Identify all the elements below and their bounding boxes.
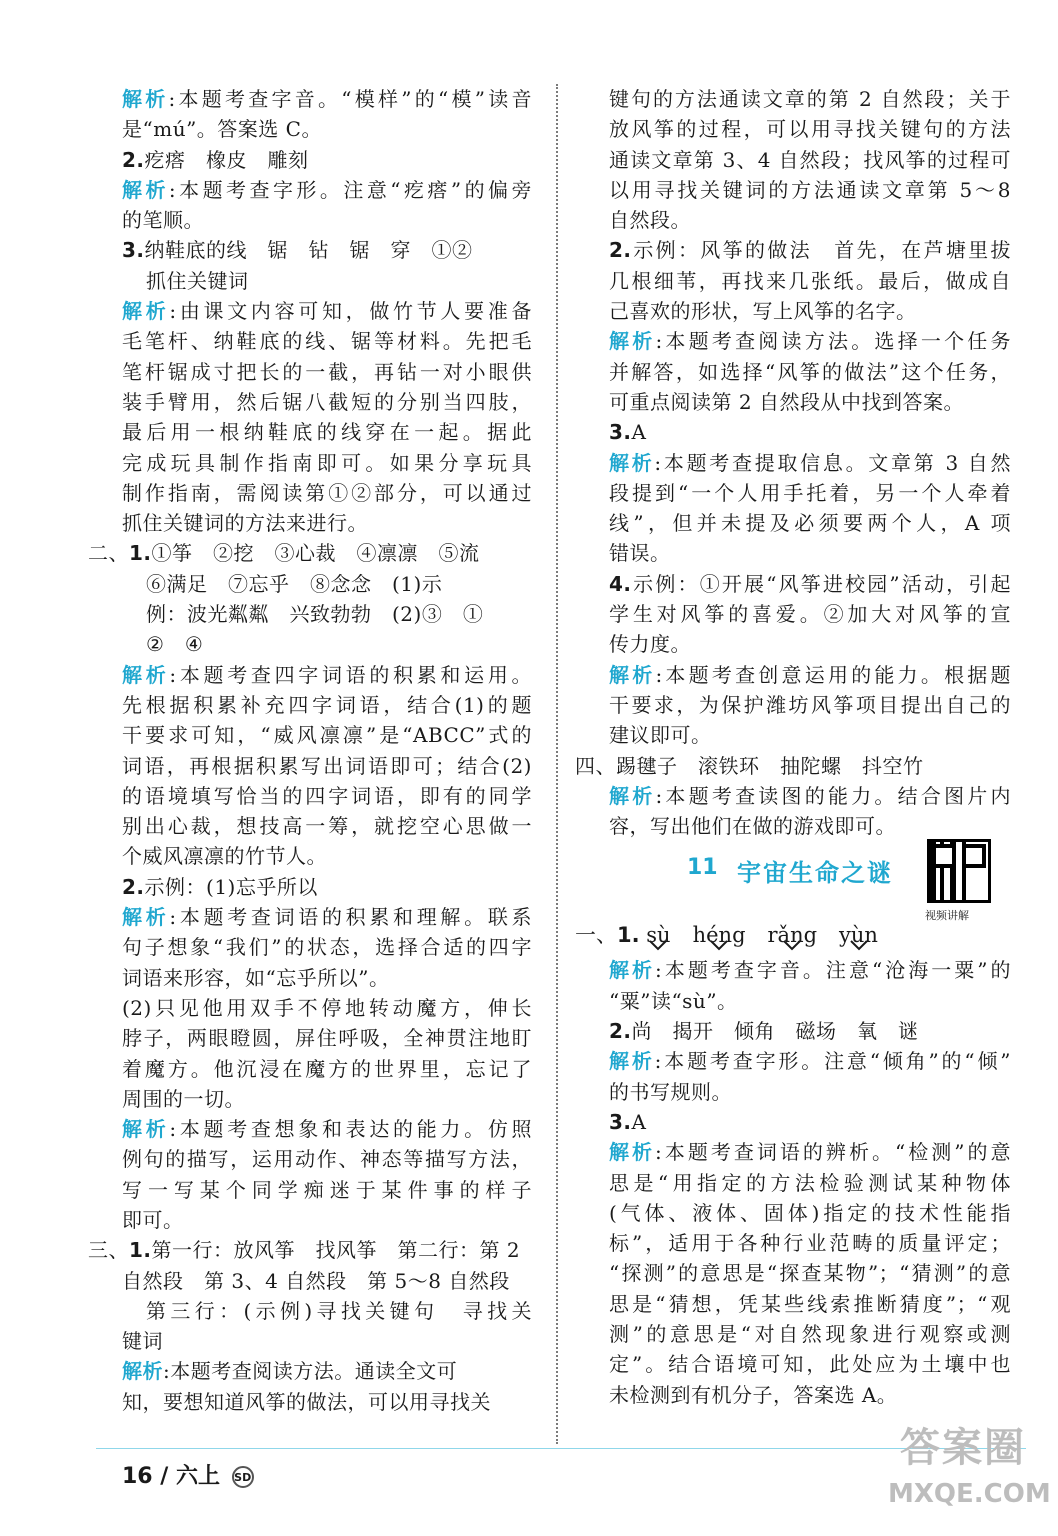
line-body: 线”，但并未提及必须要两个人，A 项: [609, 511, 1011, 536]
line-body: 测”的意思是“对自然现象进行观察或测: [609, 1321, 1011, 1346]
line-body: 本题考查四字词语的积累和运用。: [176, 662, 532, 687]
edition-badge: SD: [232, 1466, 254, 1488]
text-line: [609, 811, 1011, 841]
analysis-tag: 解析: [609, 329, 656, 354]
text-line: [122, 1054, 532, 1084]
line-body: (气体、液体、固体)指定的技术性能指: [609, 1200, 1011, 1225]
line-body: 由课文内容可知，做竹节人要准备: [176, 299, 532, 324]
right-bottom-block: [609, 955, 1011, 1409]
line-body: 干要求可知，“威风凛凛”是“ABCC”式的: [122, 723, 532, 748]
line-body: 句子想象“我们”的状态，选择合适的四字: [122, 935, 532, 960]
line-body: 本题考查字形。注意“疙瘩”的偏旁: [176, 177, 532, 202]
question-number: 3.: [609, 420, 632, 445]
text-line: [609, 84, 1011, 114]
site-watermark: [888, 1420, 1051, 1532]
line-body: ⑥满足 ⑦忘乎 ⑧念念 (1)示: [146, 571, 443, 596]
text-line: [609, 1228, 1011, 1258]
section-marker: 一、: [575, 923, 617, 948]
answer-line: [575, 751, 1011, 781]
text-line: [122, 508, 532, 538]
analysis-tag: 解析: [609, 1140, 656, 1165]
line-body: 本题考查字音。注意“沧海一粟”的: [662, 958, 1011, 983]
line-body: 错误。: [609, 541, 671, 566]
section-marker: 三、: [88, 1238, 129, 1263]
line-body: 可重点阅读第 2 自然段从中找到答案。: [609, 389, 964, 414]
text-line: [609, 478, 1011, 508]
line-body: 最后用一根纳鞋底的线穿在一起。据此: [122, 420, 532, 445]
tag-colon: :: [169, 299, 177, 324]
line-body: ①筝 ②挖 ③心裁 ④凛凛 ⑤流: [151, 541, 480, 566]
analysis-line: [122, 84, 532, 114]
line-body: A: [631, 420, 647, 445]
right-top-block: [575, 84, 1011, 841]
left-column: [88, 84, 532, 1417]
analysis-line: [609, 1137, 1011, 1167]
text-line: [609, 114, 1011, 144]
line-body: 示例：(1)忘乎所以: [144, 874, 318, 899]
line-body: 本题考查字音。“模样”的“模”读音: [175, 87, 532, 111]
section-marker: 四、: [575, 753, 616, 778]
analysis-line: [122, 1356, 532, 1386]
pinyin-text: yùn: [839, 923, 878, 948]
text-line: [122, 326, 532, 356]
question-number: 4.: [609, 571, 632, 596]
text-line: [122, 448, 532, 478]
analysis-tag: 解析: [122, 1117, 170, 1142]
line-body: 自然段 第 3、4 自然段 第 5～8 自然段: [122, 1268, 510, 1293]
text-line: [609, 629, 1011, 659]
text-line: [122, 1387, 532, 1417]
text-line: [609, 1289, 1011, 1319]
text-line: [609, 357, 1011, 387]
analysis-line: [609, 781, 1011, 811]
answer-line: [122, 872, 532, 902]
grade-label: 六上: [176, 1464, 221, 1489]
line-body: 制作指南，需阅读第①②部分，可以通过: [122, 480, 532, 505]
line-body: 第一行：放风筝 找风筝 第二行：第 2: [151, 1238, 521, 1263]
text-line: [122, 1175, 532, 1205]
text-line: [609, 296, 1011, 326]
pinyin-text: sù: [646, 923, 671, 948]
line-body: 以用寻找关键词的方法通读文章第 5～8: [609, 177, 1011, 202]
qr-code-icon[interactable]: [927, 839, 991, 903]
text-line: [609, 205, 1011, 235]
text-line: [122, 781, 532, 811]
line-body: 未检测到有机分子，答案选 A。: [609, 1382, 898, 1407]
line-body: 是“mú”。答案选 C。: [122, 117, 322, 142]
tag-colon: :: [169, 662, 177, 687]
analysis-tag: 解析: [609, 958, 656, 983]
line-body: 纳鞋底的线 锯 钻 锯 穿 ①②: [144, 238, 473, 263]
text-line: [122, 993, 532, 1023]
text-line: [146, 599, 532, 629]
analysis-tag: 解析: [609, 662, 656, 687]
analysis-line: [122, 175, 532, 205]
question-number: 2.: [609, 238, 632, 263]
tag-colon: :: [169, 1117, 177, 1142]
question-number: 1.: [129, 541, 152, 566]
line-body: 装手臂用，然后锯八截短的分别当四肢，: [122, 389, 532, 414]
text-line: [122, 387, 532, 417]
text-line: [122, 720, 532, 750]
pinyin-items: [646, 923, 900, 947]
text-line: [609, 1198, 1011, 1228]
line-body: 本题考查阅读方法。选择一个任务: [662, 329, 1011, 354]
analysis-line: [609, 955, 1011, 985]
line-body: 学生对风筝的喜爱。②加大对风筝的宣: [609, 602, 1011, 627]
text-line: [609, 1168, 1011, 1198]
check-mark-stroke: [711, 941, 727, 949]
line-body: 词语，再根据积累写出词语即可；结合(2): [122, 753, 532, 778]
text-line: [146, 1296, 532, 1326]
answer-line: [609, 1107, 1011, 1137]
footer-rule: [96, 1448, 1026, 1449]
text-line: [122, 841, 532, 871]
tag-colon: :: [655, 783, 663, 808]
analysis-line: [609, 326, 1011, 356]
column-divider: [556, 84, 558, 1444]
text-line: [122, 811, 532, 841]
line-body: 毛笔杆、纳鞋底的线、锯等材料。先把毛: [122, 329, 532, 354]
line-body: (2)只见他用双手不停地转动魔方，伸长: [122, 995, 532, 1020]
line-body: 本题考查读图的能力。结合图片内: [662, 783, 1011, 808]
right-column: [575, 84, 1011, 1410]
pinyin-item: [768, 915, 818, 955]
line-body: 键句的方法通读文章的第 2 自然段；关于: [609, 87, 1011, 111]
line-body: 建议即可。: [609, 723, 712, 748]
check-mark-icon: [782, 939, 802, 951]
analysis-tag: 解析: [122, 905, 170, 930]
check-mark-icon: [849, 939, 869, 951]
lesson-number: 11: [687, 855, 718, 881]
line-body: 自然段。: [609, 208, 691, 233]
line-body: 踢毽子 滚铁环 抽陀螺 抖空竹: [616, 753, 924, 778]
line-body: 疙瘩 橡皮 雕刻: [144, 147, 309, 172]
section-marker: 二、: [88, 541, 129, 566]
line-body: 的书写规则。: [609, 1079, 732, 1104]
check-mark-icon: [709, 939, 729, 951]
text-line: [609, 1077, 1011, 1107]
line-body: 即可。: [122, 1207, 184, 1232]
line-body: “粟”读“sù”。: [609, 988, 738, 1013]
question-number: 1.: [617, 923, 640, 948]
analysis-line: [122, 296, 532, 326]
tag-colon: :: [655, 958, 663, 983]
text-line: [609, 986, 1011, 1016]
text-line: [122, 205, 532, 235]
line-body: 定”。结合语境可知，此处应为土壤中也: [609, 1352, 1011, 1377]
answer-line: [609, 569, 1011, 599]
text-line: [609, 599, 1011, 629]
line-body: 容，写出他们在做的游戏即可。: [609, 814, 896, 839]
answer-line: [88, 538, 532, 568]
line-body: 干要求，为保护潍坊风筝项目提出自己的: [609, 692, 1011, 717]
tag-colon: :: [655, 1140, 663, 1165]
line-body: 思是“猜想，凭某些线索推断猜度”；“观: [609, 1291, 1011, 1316]
line-body: 本题考查阅读方法。通读全文可: [170, 1359, 458, 1384]
lesson-title: 宇宙生命之谜: [737, 859, 893, 888]
pinyin-answer-row: [575, 915, 1011, 955]
line-body: 着魔方。他沉浸在魔方的世界里，忘记了: [122, 1056, 532, 1081]
line-body: 抓住关键词: [146, 268, 249, 293]
line-body: 通读文章第 3、4 自然段；找风筝的过程可: [609, 147, 1011, 172]
answer-line: [122, 235, 532, 265]
text-line: [609, 266, 1011, 296]
line-body: 例句的描写，运用动作、神态等描写方法，: [122, 1147, 532, 1172]
text-line: [122, 417, 532, 447]
text-line: [609, 538, 1011, 568]
question-number: 3.: [122, 238, 145, 263]
text-line: [146, 629, 532, 659]
line-body: 的笔顺。: [122, 208, 204, 233]
text-line: [122, 932, 532, 962]
line-body: 并解答，如选择“风筝的做法”这个任务，: [609, 359, 1011, 384]
check-mark-icon: [648, 939, 668, 951]
line-body: 完成玩具制作指南即可。如果分享玩具: [122, 450, 532, 475]
line-body: 周围的一切。: [122, 1086, 245, 1111]
text-line: [122, 690, 532, 720]
tag-colon: :: [655, 662, 663, 687]
line-body: 本题考查提取信息。文章第 3 自然: [661, 450, 1011, 475]
line-body: 抓住关键词的方法来进行。: [122, 511, 368, 536]
line-body: 笔杆锯成寸把长的一截，再钻一对小眼供: [122, 359, 532, 384]
text-line: [609, 1349, 1011, 1379]
line-body: 段提到“一个人用手托着，另一个人牵着: [609, 480, 1011, 505]
pinyin-item: [646, 915, 670, 955]
tag-colon: :: [654, 450, 662, 475]
tag-colon: :: [168, 87, 176, 111]
analysis-tag: 解析: [122, 177, 169, 202]
line-body: 本题考查字形。注意“倾角”的“倾”: [661, 1049, 1011, 1074]
question-number: 1.: [129, 1238, 152, 1263]
tag-colon: :: [163, 1359, 171, 1384]
line-body: 传力度。: [609, 632, 691, 657]
analysis-line: [122, 1114, 532, 1144]
line-body: “探测”的意思是“探查某物”；“猜测”的意: [609, 1261, 1011, 1286]
analysis-tag: 解析: [609, 1049, 655, 1074]
text-line: [609, 1380, 1011, 1410]
text-line: [609, 720, 1011, 750]
text-line: [122, 1144, 532, 1174]
line-body: 示例：①开展“风筝进校园”活动，引起: [631, 571, 1011, 596]
line-body: 词语来形容，如“忘乎所以”。: [122, 965, 390, 990]
line-body: 标”，适用于各种行业范畴的质量评定；: [609, 1231, 1011, 1256]
text-line: [122, 1023, 532, 1053]
text-line: [609, 1319, 1011, 1349]
answer-line: [122, 145, 532, 175]
text-line: [122, 1266, 532, 1296]
line-body: 知，要想知道风筝的做法，可以用寻找关: [122, 1389, 491, 1414]
text-line: [122, 1326, 532, 1356]
watermark-url: MXQE.COM: [888, 1479, 1051, 1509]
page-number: 16: [122, 1464, 153, 1489]
pinyin-text: rǎng: [767, 923, 818, 948]
line-body: 个威风凛凛的竹节人。: [122, 844, 327, 869]
pinyin-item: [839, 915, 878, 955]
analysis-tag: 解析: [122, 87, 169, 111]
line-body: 示例：风筝的做法 首先，在芦塘里拔: [631, 238, 1011, 263]
line-body: 放风筝的过程，可以用寻找关键句的方法: [609, 117, 1011, 142]
analysis-line: [609, 448, 1011, 478]
line-body: 思是“用指定的方法检验测试某种物体: [609, 1170, 1011, 1195]
line-body: 脖子，两眼瞪圆，屏住呼吸，全神贯注地盯: [122, 1026, 532, 1051]
tag-colon: :: [169, 905, 177, 930]
question-number: 2.: [122, 147, 145, 172]
question-number: 2.: [609, 1019, 632, 1044]
analysis-line: [122, 660, 532, 690]
question-number: 2.: [122, 874, 145, 899]
line-body: 本题考查创意运用的能力。根据题: [662, 662, 1011, 687]
line-body: 第三行：(示例)寻找关键句 寻找关: [146, 1298, 532, 1323]
answer-line: [609, 235, 1011, 265]
answer-line: [609, 417, 1011, 447]
line-body: 本题考查词语的积累和理解。联系: [176, 905, 532, 930]
analysis-tag: 解析: [609, 450, 655, 475]
check-mark-stroke: [784, 941, 800, 949]
analysis-line: [609, 660, 1011, 690]
line-body: 己喜欢的形状，写上风筝的名字。: [609, 299, 917, 324]
line-body: 的语境填写恰当的四字词语，即有的同学: [122, 783, 532, 808]
pinyin-text: héng: [692, 923, 746, 948]
line-body: A: [631, 1109, 647, 1134]
footer-separator: /: [160, 1464, 169, 1489]
analysis-tag: 解析: [122, 299, 170, 324]
answer-line: [609, 1016, 1011, 1046]
line-body: 本题考查想象和表达的能力。仿照: [176, 1117, 532, 1142]
text-line: [146, 266, 532, 296]
line-body: 别出心裁，想技高一筹，就挖空心思做一: [122, 814, 532, 839]
line-body: 先根据积累补充四字词语，结合(1)的题: [122, 692, 532, 717]
pinyin-item: [693, 915, 746, 955]
page-footer: [122, 1459, 254, 1490]
line-body: 尚 揭开 倾角 磁场 氧 谜: [631, 1019, 919, 1044]
question-number: 3.: [609, 1109, 632, 1134]
analysis-line: [609, 1046, 1011, 1076]
text-line: [609, 175, 1011, 205]
tag-colon: :: [168, 177, 177, 202]
analysis-line: [122, 902, 532, 932]
text-line: [122, 114, 532, 144]
qr-caption: 视频讲解: [925, 909, 969, 923]
line-body: 几根细苇，再找来几张纸。最后，做成自: [609, 268, 1011, 293]
text-line: [122, 751, 532, 781]
tag-colon: :: [654, 1049, 662, 1074]
text-line: [609, 145, 1011, 175]
line-body: 例：波光粼粼 兴致勃勃 (2)③ ①: [146, 602, 484, 627]
text-line: [609, 387, 1011, 417]
watermark-title: 答案圈: [900, 1425, 1026, 1471]
text-line: [609, 508, 1011, 538]
lesson-header: [609, 843, 1011, 923]
line-body: ② ④: [146, 632, 204, 657]
text-line: [122, 357, 532, 387]
text-line: [122, 478, 532, 508]
analysis-tag: 解析: [122, 1359, 163, 1384]
text-line: [122, 1205, 532, 1235]
text-line: [146, 569, 532, 599]
text-line: [609, 1258, 1011, 1288]
line-body: 写一写某个同学痴迷于某件事的样子: [122, 1177, 532, 1202]
text-line: [609, 690, 1011, 720]
text-line: [122, 1084, 532, 1114]
analysis-tag: 解析: [609, 783, 656, 808]
text-line: [122, 963, 532, 993]
answer-line: [88, 1235, 532, 1265]
check-mark-stroke: [851, 941, 867, 949]
tag-colon: :: [655, 329, 663, 354]
line-body: 本题考查词语的辨析。“检测”的意: [662, 1140, 1011, 1165]
check-mark-stroke: [650, 941, 666, 949]
analysis-tag: 解析: [122, 662, 170, 687]
line-body: 键词: [122, 1329, 163, 1354]
